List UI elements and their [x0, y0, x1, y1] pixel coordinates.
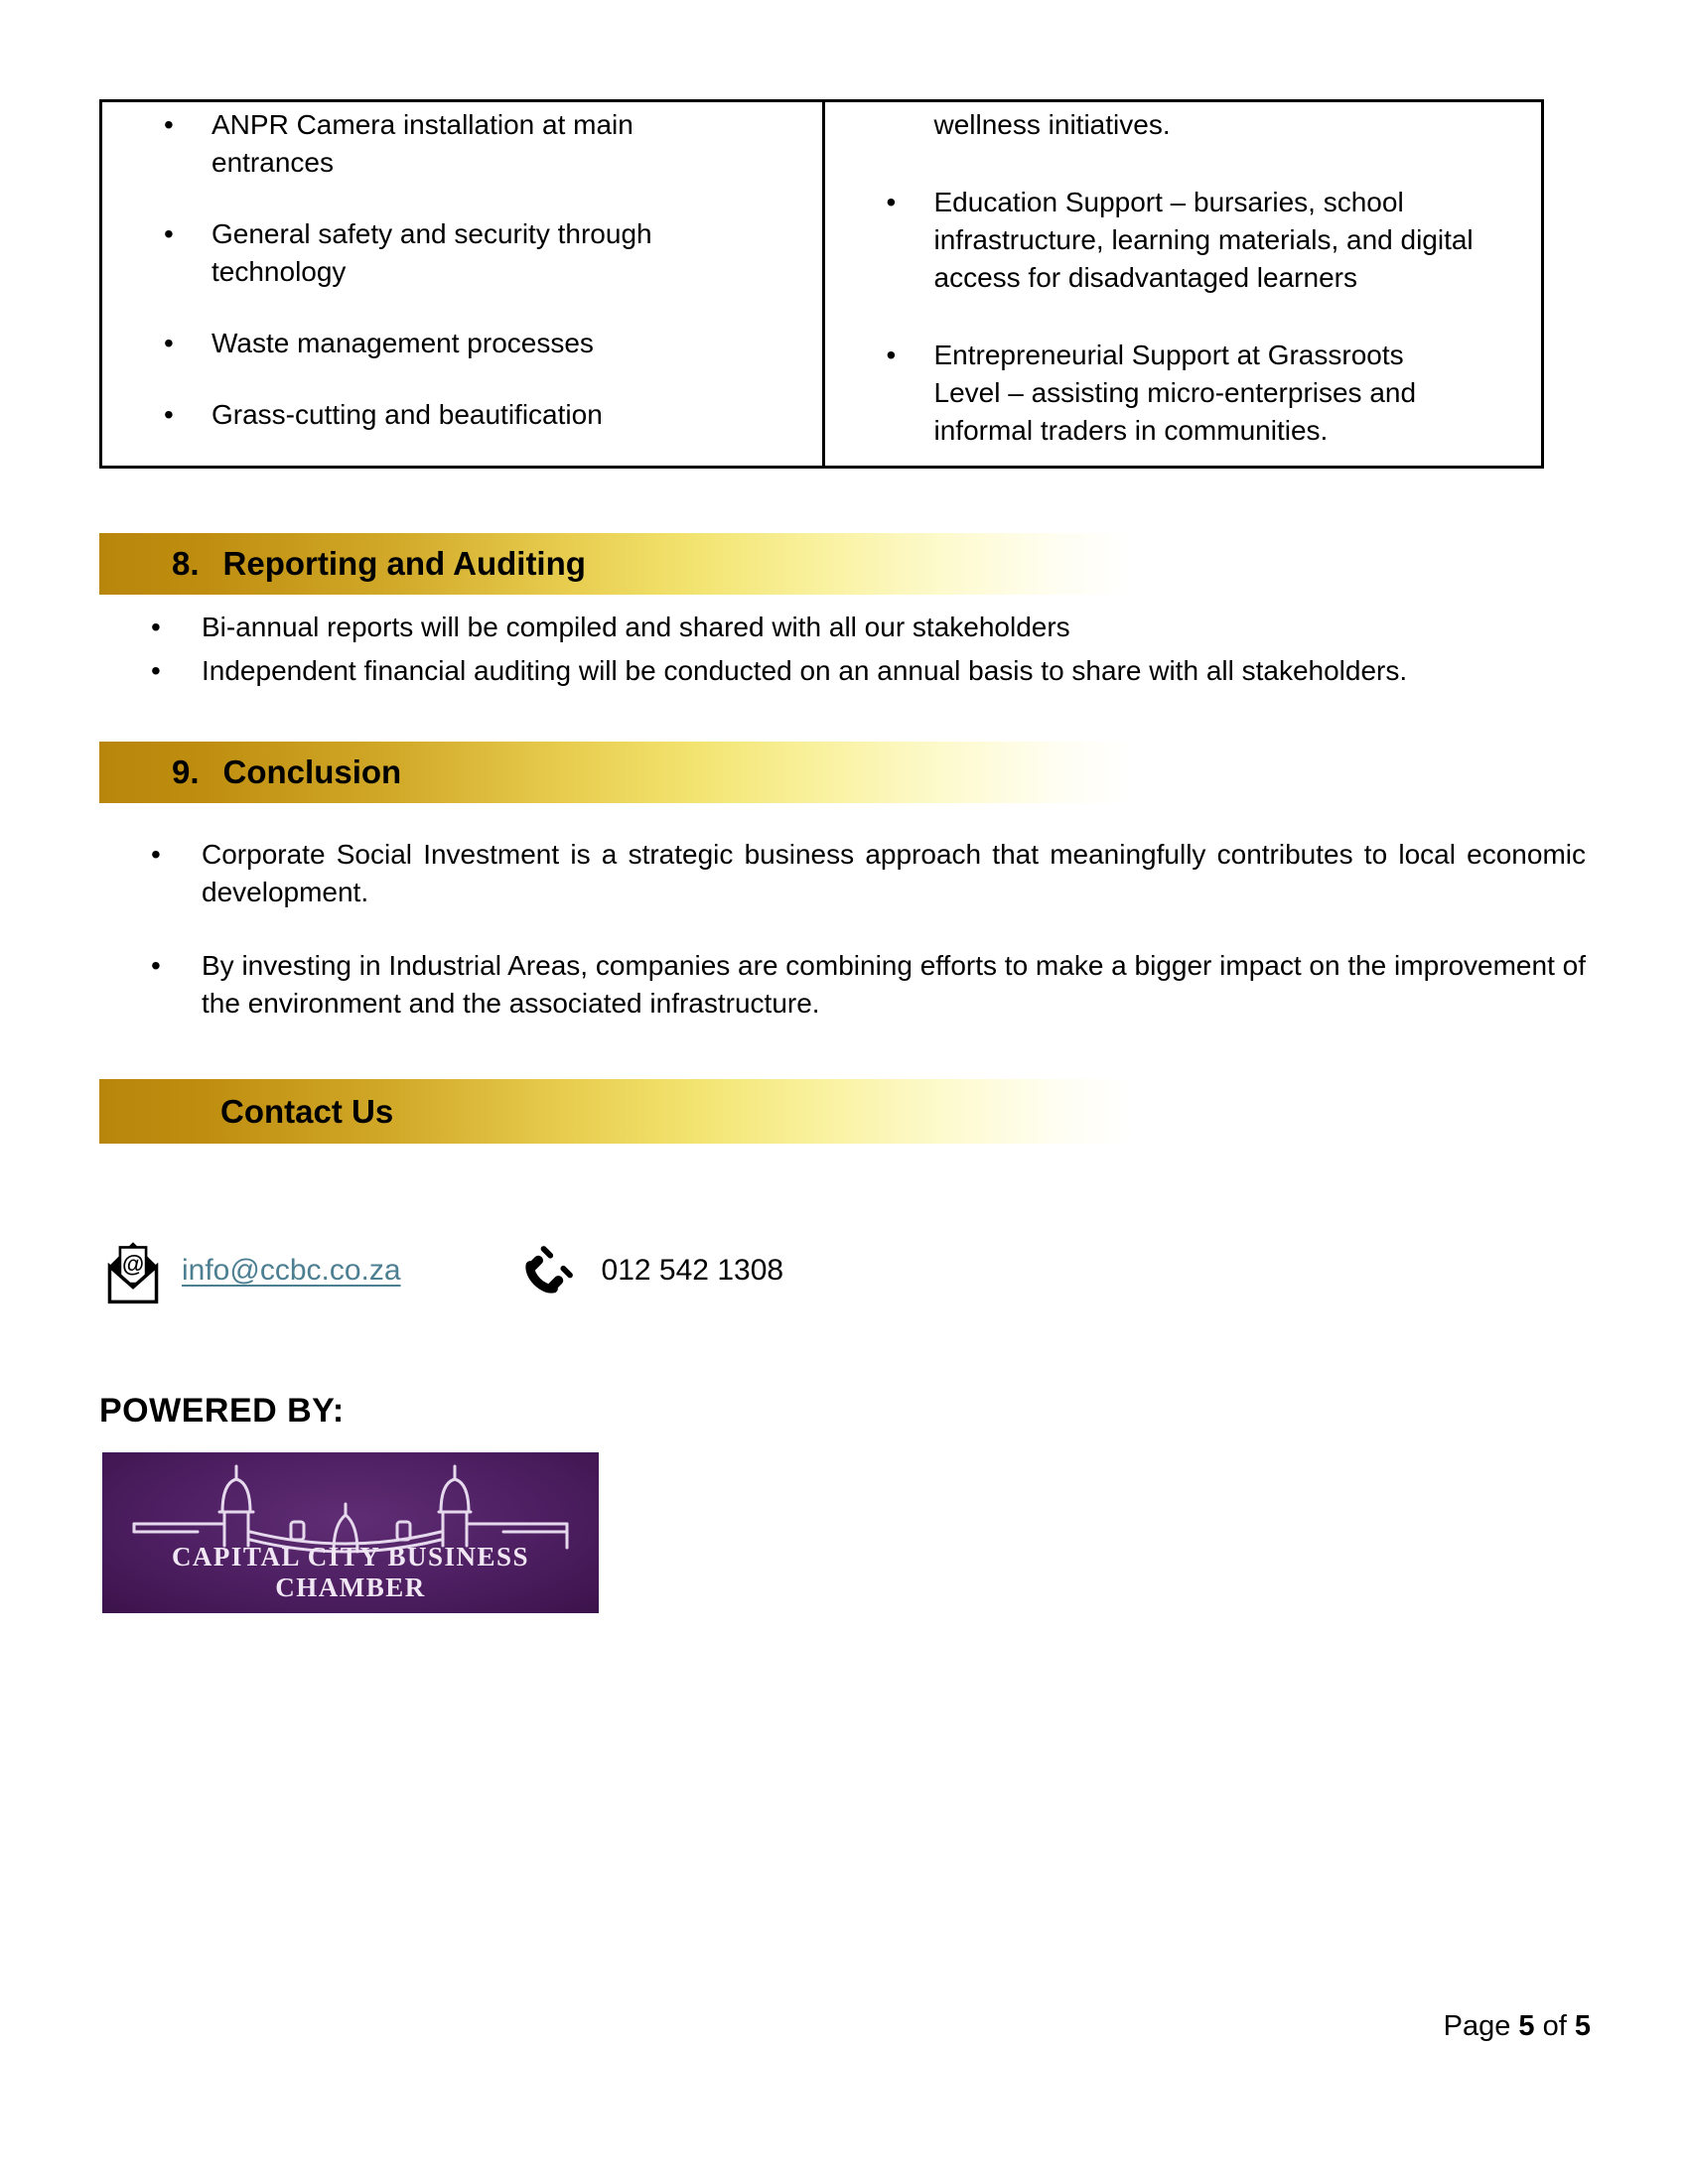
section-header-reporting — [99, 533, 1154, 595]
section-header-contact — [99, 1079, 1154, 1144]
logo-caption: CAPITAL CITY BUSINESS CHAMBER — [171, 1542, 530, 1602]
section-header-conclusion — [99, 742, 1154, 803]
footer-page-number: 5 — [1518, 2010, 1535, 2042]
phone-number: 012 542 1308 — [601, 1254, 784, 1287]
email-icon — [106, 1237, 160, 1304]
list-item: • Entrepreneurial Support at Grassroots Level – assisting micro-enterprises and informal traders in communities. — [845, 337, 1522, 450]
section-title: Reporting and Auditing — [222, 545, 586, 582]
left-bullet-list — [122, 106, 802, 434]
section-number: 8. — [172, 545, 200, 582]
chamber-logo — [102, 1452, 599, 1613]
csi-focus-table — [99, 99, 1544, 469]
list-item: • Waste management processes — [122, 325, 698, 362]
list-item: • ANPR Camera installation at main entrances — [122, 106, 698, 182]
list-item: • General safety and security through technology — [122, 215, 698, 291]
list-item: • Independent financial auditing will be conducted on an annual basis to share with all stakeholders. — [99, 651, 1529, 691]
section-title: Contact Us — [220, 1092, 394, 1130]
footer-total-pages: 5 — [1574, 2010, 1591, 2042]
list-item: • By investing in Industrial Areas, companies are combining efforts to make a bigger impact on the improvement of the environment and the associated infrastructure. — [99, 947, 1586, 1023]
conclusion-bullets — [99, 836, 1586, 1058]
reporting-bullets — [99, 608, 1529, 695]
list-item: • Corporate Social Investment is a strategic business approach that meaningfully contributes to local economic development. — [99, 836, 1586, 911]
section-title: Conclusion — [222, 753, 402, 790]
footer-prefix: Page — [1443, 2010, 1511, 2042]
contact-row — [106, 1236, 783, 1305]
right-bullet-list — [845, 184, 1522, 450]
email-link[interactable]: info@ccbc.co.za — [182, 1254, 401, 1287]
list-item: • Education Support – bursaries, school infrastructure, learning materials, and digital access for disadvantaged learners — [845, 184, 1522, 297]
list-item: • Grass-cutting and beautification — [122, 396, 698, 434]
list-item: • Bi-annual reports will be compiled and shared with all our stakeholders — [99, 608, 1529, 647]
powered-by-label: POWERED BY: — [99, 1392, 345, 1430]
section-number: 9. — [172, 753, 200, 790]
phone-icon — [520, 1243, 576, 1298]
footer-infix: of — [1542, 2010, 1567, 2042]
table-cell-right — [825, 102, 1542, 466]
continuation-text: wellness initiatives. — [933, 109, 1171, 140]
page-footer — [1444, 2010, 1591, 2043]
svg-text:@: @ — [121, 1250, 145, 1277]
table-cell-left — [102, 102, 825, 466]
